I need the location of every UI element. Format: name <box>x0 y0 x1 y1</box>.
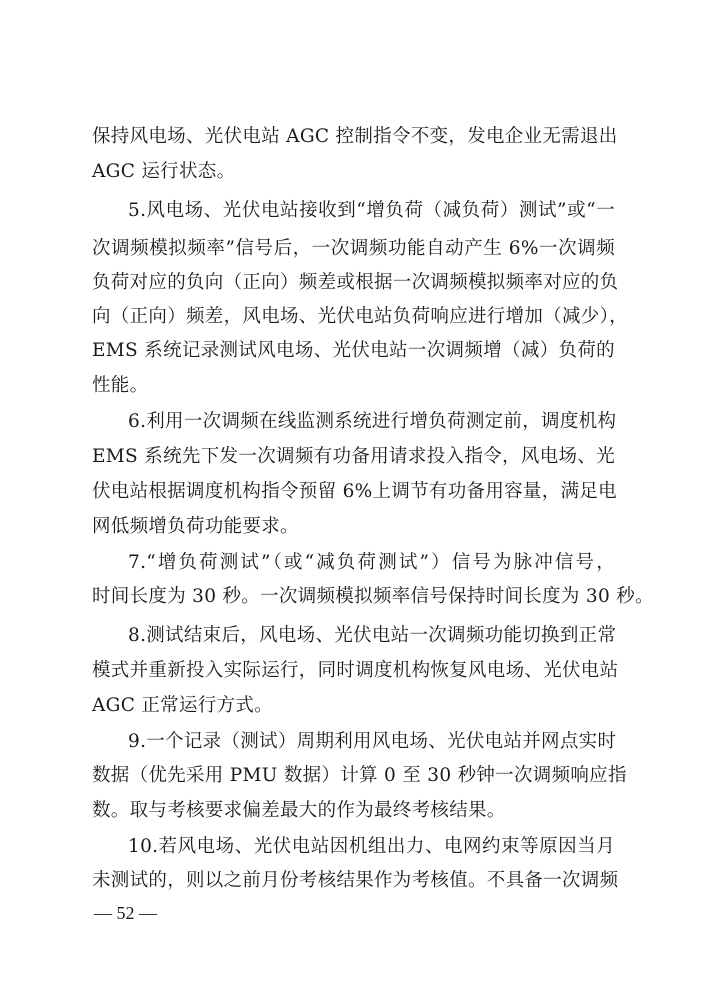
page-number: — 52 — <box>94 903 157 923</box>
text-line: 9.一个记录（测试）周期利用风电场、光伏电站并网点实时 <box>128 731 617 752</box>
text-line: AGC 正常运行方式。 <box>92 695 273 716</box>
text-line: 向（正向）频差，风电场、光伏电站负荷响应进行增加（减少）， <box>92 306 628 327</box>
text-line: 次调频模拟频率”信号后，一次调频功能自动产生 6%一次调频 <box>92 238 615 259</box>
text-line: 8.测试结束后，风电场、光伏电站一次调频功能切换到正常 <box>128 625 617 646</box>
text-line: 10.若风电场、光伏电站因机组出力、电网约束等原因当月 <box>128 836 615 857</box>
text-line: 数。取与考核要求偏差最大的作为最终考核结果。 <box>92 800 506 821</box>
text-line: EMS 系统记录测试风电场、光伏电站一次调频增（减）负荷的 <box>92 340 615 361</box>
text-line: AGC 运行状态。 <box>92 161 236 182</box>
text-line: 时间长度为 30 秒。一次调频模拟频率信号保持时间长度为 30 秒。 <box>92 586 654 607</box>
text-line: 负荷对应的负向（正向）频差或根据一次调频模拟频率对应的负 <box>92 272 619 293</box>
text-line: 6.利用一次调频在线监测系统进行增负荷测定前，调度机构 <box>128 411 617 432</box>
text-line: 模式并重新投入实际运行，同时调度机构恢复风电场、光伏电站 <box>92 660 619 681</box>
text-line: 保持风电场、光伏电站 AGC 控制指令不变，发电企业无需退出 <box>92 126 618 147</box>
text-line: 5.风电场、光伏电站接收到“增负荷（减负荷）测试”或“一 <box>128 200 615 221</box>
text-line: 数据（优先采用 PMU 数据）计算 0 至 30 秒钟一次调频响应指 <box>92 765 627 786</box>
text-line: 伏电站根据调度机构指令预留 6%上调节有功备用容量，满足电 <box>92 481 617 502</box>
text-line: 网低频增负荷功能要求。 <box>92 516 299 537</box>
text-line: EMS 系统先下发一次调频有功备用请求投入指令，风电场、光 <box>92 446 615 467</box>
text-line: 未测试的，则以之前月份考核结果作为考核值。不具备一次调频 <box>92 870 619 891</box>
text-line: 7.“增负荷测试”（或“减负荷测试”）信号为脉冲信号， <box>128 552 615 573</box>
text-line: 性能。 <box>92 375 149 396</box>
